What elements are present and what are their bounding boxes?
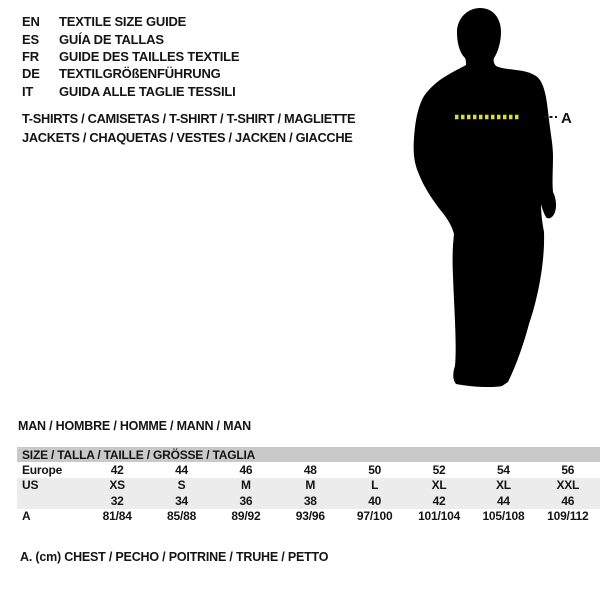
size-cell: M: [241, 478, 251, 493]
garment-categories: [22, 109, 355, 147]
size-cell: 42: [110, 462, 124, 477]
size-cell: 36: [239, 493, 253, 508]
measure-label-a: A: [561, 110, 572, 127]
size-cell: 85/88: [167, 509, 197, 524]
language-row: [22, 13, 239, 30]
measurement-footnote: A. (cm) CHEST / PECHO / POITRINE / TRUHE / PETTO: [20, 550, 329, 564]
section-title-man: MAN / HOMBRE / HOMME / MANN / MAN: [18, 419, 251, 433]
size-cell: 105/108: [482, 509, 525, 524]
man-silhouette: [414, 8, 556, 387]
size-cell: 38: [303, 493, 317, 508]
size-cell: 56: [561, 462, 575, 477]
size-table-row-europe: [17, 462, 600, 478]
size-table-row-numeric: [17, 493, 600, 509]
size-table-header: SIZE / TALLA / TAILLE / GRÖSSE / TAGLIA: [17, 447, 600, 462]
size-table-row-a: [17, 509, 600, 525]
language-row: [22, 83, 239, 100]
language-title: GUIDE DES TAILLES TEXTILE: [59, 48, 240, 64]
size-cell: L: [371, 478, 379, 493]
size-cell: 44: [496, 493, 510, 508]
size-cell: 52: [432, 462, 446, 477]
size-cell: M: [305, 478, 316, 493]
size-cell: 44: [175, 462, 189, 477]
language-code: DE: [22, 66, 40, 82]
size-cell: 46: [561, 493, 575, 508]
size-cell: 32: [110, 493, 124, 508]
row-label-europe: Europe: [22, 462, 63, 477]
language-row: [22, 30, 239, 47]
size-cell: 89/92: [231, 509, 261, 524]
row-label-a: A: [22, 509, 31, 524]
category-line-jackets: JACKETS / CHAQUETAS / VESTES / JACKEN / GIACCHE: [22, 130, 353, 145]
size-cell: 48: [303, 462, 317, 477]
size-cell: XL: [431, 478, 447, 493]
size-cell: 40: [368, 493, 382, 508]
language-code: EN: [22, 14, 40, 30]
language-code: ES: [22, 31, 39, 47]
size-cell: 101/104: [418, 509, 461, 524]
size-cell: 97/100: [356, 509, 393, 524]
language-guide-list: [22, 13, 239, 100]
size-cell: 50: [368, 462, 382, 477]
language-code: IT: [22, 83, 34, 99]
man-figure: [398, 6, 573, 391]
size-table: [17, 447, 600, 524]
size-cell: S: [177, 478, 186, 493]
size-cell: XXL: [556, 478, 580, 493]
size-cell: 93/96: [295, 509, 325, 524]
size-cell: 81/84: [102, 509, 132, 524]
row-label-us: US: [22, 478, 39, 493]
size-cell: 34: [175, 493, 189, 508]
size-cell: 42: [432, 493, 446, 508]
language-row: [22, 65, 239, 82]
language-title: GUÍA DE TALLAS: [59, 31, 164, 47]
language-title: GUIDA ALLE TAGLIE TESSILI: [59, 83, 236, 99]
language-code: FR: [22, 48, 39, 64]
size-cell: XL: [495, 478, 511, 493]
size-cell: 54: [496, 462, 510, 477]
size-cell: XS: [109, 478, 125, 493]
language-row: [22, 48, 239, 65]
size-table-row-us: [17, 478, 600, 494]
size-cell: 46: [239, 462, 253, 477]
language-title: TEXTILGRÖßENFÜHRUNG: [59, 66, 221, 82]
language-title: TEXTILE SIZE GUIDE: [59, 14, 187, 30]
category-line-tshirts: T-SHIRTS / CAMISETAS / T-SHIRT / T-SHIRT / MAGLIETTE: [22, 111, 356, 126]
size-cell: 109/112: [547, 509, 589, 524]
